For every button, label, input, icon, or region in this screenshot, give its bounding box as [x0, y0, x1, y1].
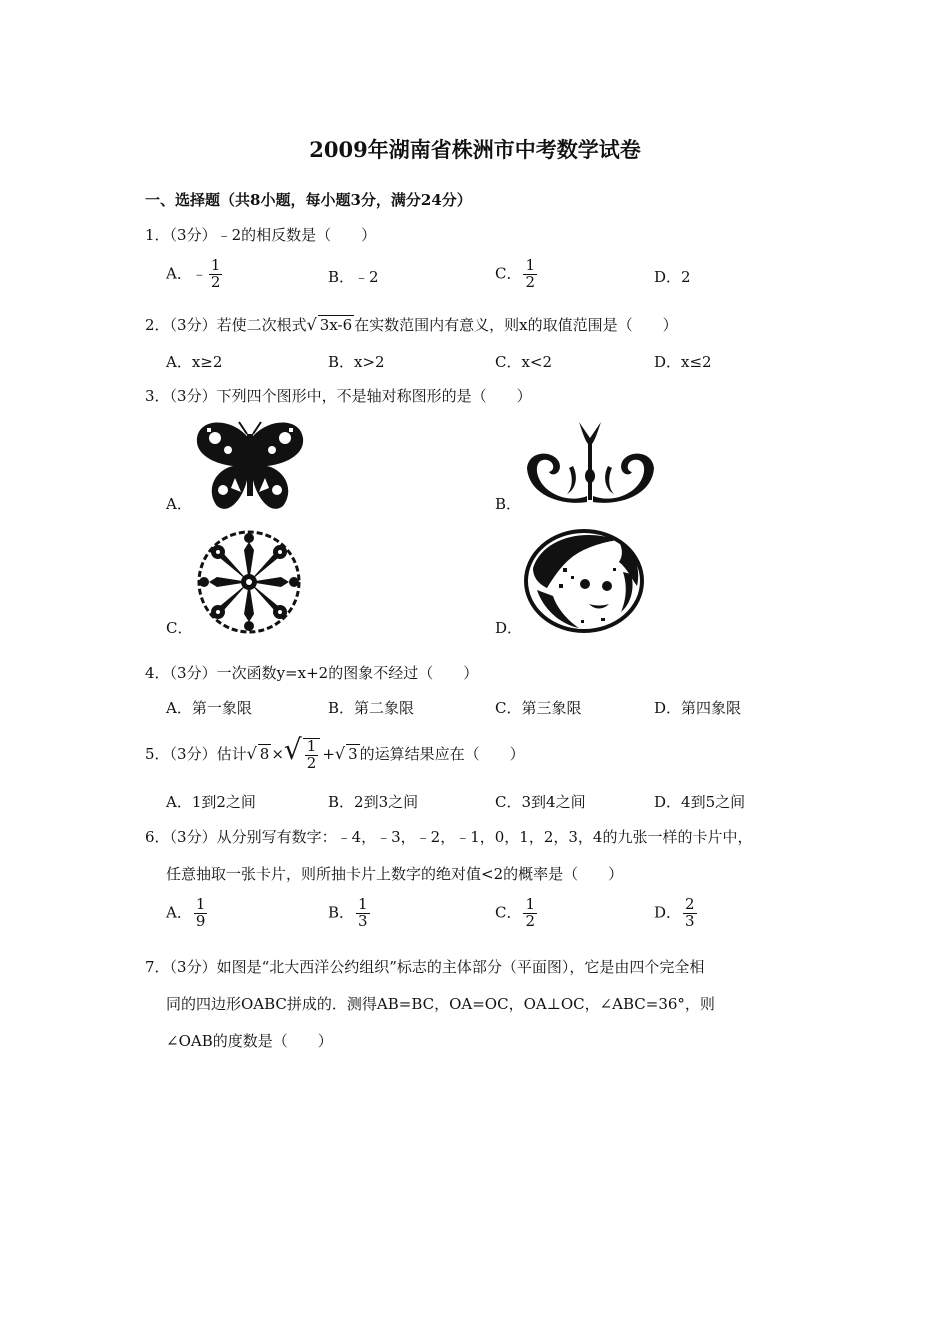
butterfly-figure: [195, 420, 305, 512]
q1-option-d: D．2: [654, 268, 691, 286]
fraction: $\frac{1}{2}$: [525, 256, 536, 291]
fraction: $\frac{2}{3}$: [685, 895, 695, 930]
q6-option-b: B． $\frac{1}{3}$: [328, 895, 368, 930]
question-1-stem: 1．（3分）﹣2的相反数是（ ）: [145, 226, 377, 244]
q4-option-b: B．第二象限: [328, 699, 415, 717]
fraction: $\frac{1}{2}$: [210, 256, 221, 291]
q1-option-a: [166, 258, 224, 291]
question-6-line-1: 6．（3分）从分别写有数字：﹣4，﹣3，﹣2，﹣1，0，1，2，3，4的九张一样的卡片中，: [145, 828, 753, 846]
q2-option-d: D．x≤2: [654, 353, 712, 371]
q4-option-d: D．第四象限: [654, 699, 742, 717]
section-heading: 一、选择题（共8小题，每小题3分，满分24分）: [145, 191, 472, 209]
question-6-line-2: 任意抽取一张卡片，则所抽卡片上数字的绝对值<2的概率是（ ）: [166, 865, 624, 883]
q4-option-c: C．第三象限: [495, 699, 582, 717]
question-7-line-3: ∠OAB的度数是（ ）: [166, 1032, 333, 1050]
q6-option-c: C． $\frac{1}{2}$: [495, 895, 536, 930]
question-3-stem: 3．（3分）下列四个图形中，不是轴对称图形的是（ ）: [145, 387, 532, 405]
option-label: C．: [495, 264, 522, 283]
radicand: 3x-6: [319, 316, 353, 334]
q5-option-c: C．3到4之间: [495, 793, 586, 811]
ornament-figure: [523, 420, 658, 506]
q3-option-d: D．: [495, 619, 523, 637]
question-5-stem: 5．（3分）估计√ 8 ×√ $\frac{1}{2}$ +√ 3 的运算结果应在（ ）: [145, 733, 525, 772]
plus-sign: +: [322, 745, 335, 763]
question-2-stem: 2．（3分）若使二次根式√ 3x-6 在实数范围内有意义，则x的取值范围是（ ）: [145, 315, 678, 334]
question-7-line-2: 同的四边形OABC拼成的．测得AB=BC，OA=OC，OA⊥OC，∠ABC=36°，则: [166, 995, 715, 1013]
q2-option-c: C．x<2: [495, 353, 553, 371]
floral-circle-figure: [196, 530, 302, 634]
radicand: 3: [348, 745, 358, 763]
q1-option-b: B．﹣2: [328, 268, 379, 286]
q3-option-a: A．: [166, 495, 192, 513]
q5-option-a: A．1到2之间: [166, 793, 256, 811]
q3-option-c: C．: [166, 619, 193, 637]
question-7-line-1: 7．（3分）如图是“北大西洋公约组织”标志的主体部分（平面图），它是由四个完全相: [145, 958, 705, 976]
q5-option-d: D．4到5之间: [654, 793, 746, 811]
q5-option-b: B．2到3之间: [328, 793, 419, 811]
radical-sign: √: [283, 733, 302, 766]
portrait-circle-figure: [523, 528, 645, 634]
q2-option-a: A．x≥2: [166, 353, 223, 371]
q4-option-a: A．第一象限: [166, 699, 252, 717]
question-4-stem: 4．（3分）一次函数y=x+2的图象不经过（ ）: [145, 664, 479, 682]
radicand: 8: [259, 745, 270, 763]
option-label: A．﹣: [166, 264, 207, 283]
times-sign: ×: [271, 745, 284, 763]
q6-option-d: D． $\frac{2}{3}$: [654, 895, 695, 930]
fraction: $\frac{1}{2}$: [525, 895, 536, 930]
fraction: $\frac{1}{9}$: [195, 895, 206, 930]
fraction: $\frac{1}{3}$: [358, 895, 368, 930]
q6-option-a: A． $\frac{1}{9}$: [166, 895, 206, 930]
radical-sign: √: [246, 744, 257, 763]
q3-option-b: B．: [495, 495, 522, 513]
page-title: 2009年湖南省株洲市中考数学试卷: [309, 137, 641, 162]
radical-sign: √: [306, 315, 317, 334]
radicand-fraction: $\frac{1}{2}$: [303, 738, 321, 772]
q2-option-b: B．x>2: [328, 353, 385, 371]
q1-option-c: [495, 258, 539, 291]
radical-sign: √: [334, 744, 346, 763]
